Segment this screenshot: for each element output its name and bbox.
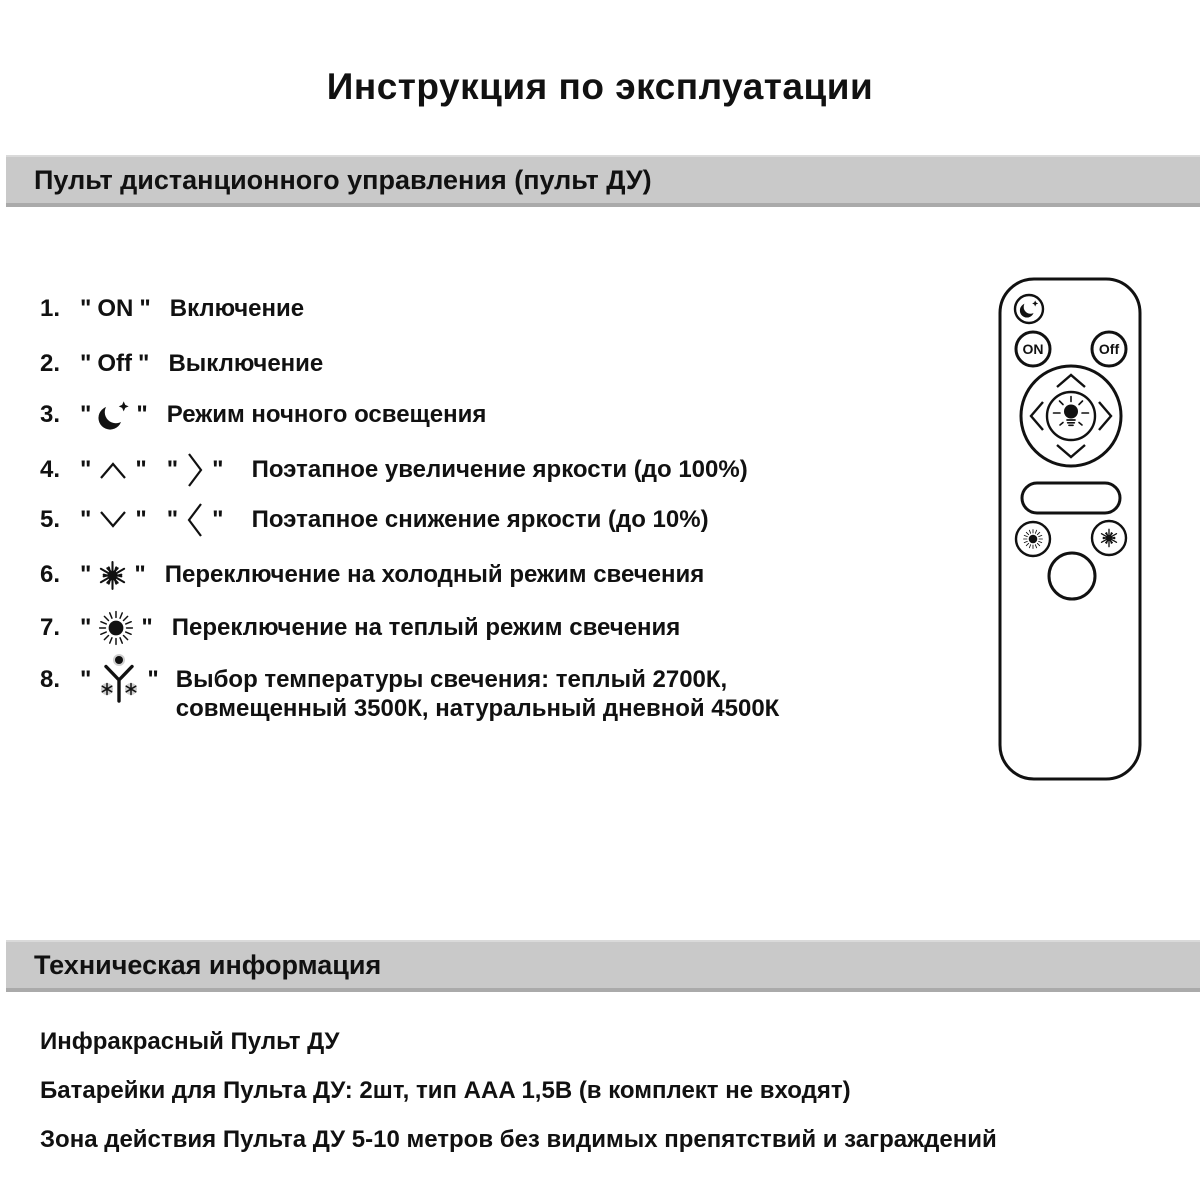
quote-mark: "	[212, 506, 224, 533]
quote-mark: "	[147, 666, 159, 693]
off-key-label: Off	[97, 350, 133, 377]
quote-mark: "	[80, 295, 92, 322]
technical-section-heading-bar	[6, 940, 1200, 992]
instruction-item-color-temperature	[40, 665, 779, 723]
quote-mark: "	[80, 456, 92, 483]
instruction-item-warm-mode	[40, 608, 680, 648]
instruction-item-off	[40, 344, 323, 384]
item-text: Переключение на теплый режим свечения	[171, 614, 681, 641]
item-number: 2.	[40, 350, 61, 377]
item-number: 4.	[40, 456, 61, 483]
item-text-line-1: Выбор температуры свечения: теплый 2700К,	[175, 666, 728, 693]
item-number: 7.	[40, 614, 61, 641]
on-button-label: ON	[1022, 341, 1044, 357]
item-text-line-2: совмещенный 3500К, натуральный дневной 4500К	[175, 695, 780, 722]
quote-mark: "	[80, 350, 92, 377]
remote-section-heading-bar	[6, 155, 1200, 207]
instruction-item-cold-mode	[40, 555, 704, 595]
quote-mark: "	[80, 561, 92, 588]
chevron-left-icon	[184, 500, 206, 540]
quote-mark: "	[80, 506, 92, 533]
quote-mark: "	[138, 350, 150, 377]
quote-mark: "	[139, 295, 151, 322]
item-text: Выключение	[168, 350, 324, 377]
color-temperature-icon	[97, 653, 141, 705]
quote-mark: "	[135, 506, 147, 533]
item-number: 5.	[40, 506, 61, 533]
sun-icon	[97, 609, 135, 647]
chevron-right-icon	[184, 450, 206, 490]
on-key-label: ON	[97, 295, 134, 322]
item-number: 8.	[40, 666, 61, 693]
quote-mark: "	[141, 614, 153, 641]
chevron-down-icon	[97, 509, 129, 531]
item-text: Поэтапное снижение яркости (до 10%)	[251, 506, 709, 533]
quote-mark: "	[80, 401, 92, 428]
item-text: Включение	[169, 295, 305, 322]
item-text: Режим ночного освещения	[166, 401, 487, 428]
technical-section-heading: Техническая информация	[34, 949, 382, 980]
quote-mark: "	[136, 401, 148, 428]
instruction-item-brightness-up	[40, 450, 748, 490]
page-title: Инструкция по эксплуатации	[326, 66, 874, 107]
quote-mark: "	[212, 456, 224, 483]
instruction-item-on	[40, 289, 304, 329]
quote-mark: "	[135, 456, 147, 483]
quote-mark: "	[166, 456, 179, 483]
remote-control-illustration	[992, 273, 1148, 789]
crescent-moon-icon	[97, 399, 130, 432]
item-number: 1.	[40, 295, 61, 322]
instruction-item-brightness-down	[40, 500, 709, 540]
off-button-label: Off	[1098, 341, 1120, 357]
quote-mark: "	[166, 506, 179, 533]
technical-info-line-1: Инфракрасный Пульт ДУ	[40, 1028, 340, 1055]
quote-mark: "	[80, 666, 92, 693]
technical-info	[40, 1027, 997, 1174]
item-number: 6.	[40, 561, 61, 588]
technical-info-line-3: Зона действия Пульта ДУ 5-10 метров без видимых препятствий и заграждений	[40, 1126, 997, 1153]
chevron-up-icon	[97, 459, 129, 481]
quote-mark: "	[80, 614, 92, 641]
item-text: Переключение на холодный режим свечения	[164, 561, 705, 588]
item-text: Поэтапное увеличение яркости (до 100%)	[251, 456, 748, 483]
quote-mark: "	[134, 561, 146, 588]
item-text	[176, 665, 780, 723]
instruction-item-night-mode	[40, 395, 486, 435]
item-number: 3.	[40, 401, 61, 428]
technical-info-line-2: Батарейки для Пульта ДУ: 2шт, тип AAA 1,5В (в комплект не входят)	[40, 1077, 851, 1104]
remote-section-heading: Пульт дистанционного управления (пульт ДУ)	[34, 164, 652, 195]
snowflake-icon	[97, 560, 128, 591]
